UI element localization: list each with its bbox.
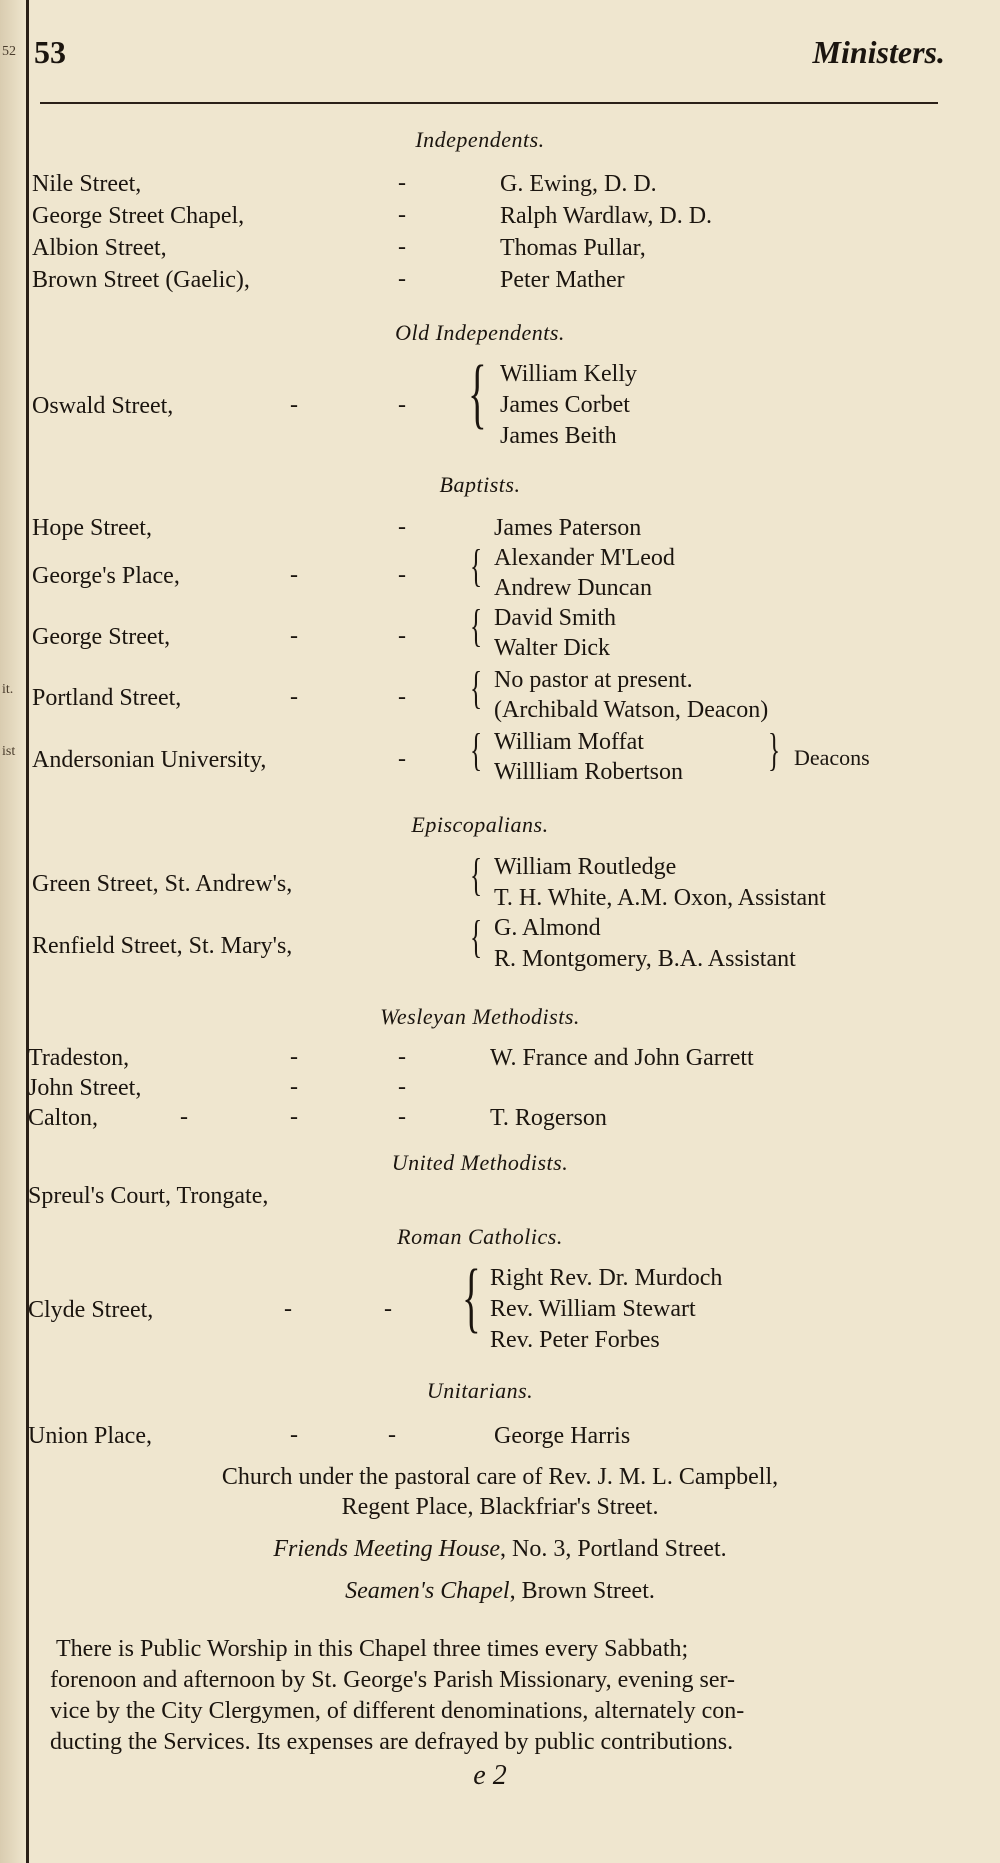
dash: -: [398, 684, 406, 710]
dash: -: [398, 746, 406, 772]
place-name: Union Place,: [28, 1423, 152, 1449]
minister-name: Alexander M'Leod: [494, 545, 675, 571]
place-name: Nile Street,: [32, 171, 142, 197]
dash: -: [398, 1104, 406, 1130]
dash: -: [388, 1422, 396, 1448]
dash: -: [398, 1074, 406, 1100]
brace: {: [470, 724, 483, 775]
minister-name: Right Rev. Dr. Murdoch: [490, 1265, 723, 1291]
minister-name: David Smith: [494, 605, 617, 631]
campbell-line: Church under the pastoral care of Rev. J. M. L. Campbell,: [221, 1464, 779, 1490]
brace: {: [470, 600, 483, 651]
dash: -: [398, 234, 406, 260]
seamens-chapel: [20, 1578, 980, 1605]
section-heading-baptists: Baptists.: [439, 472, 521, 497]
minister-name: Andrew Duncan: [494, 575, 652, 601]
dash: -: [384, 1296, 392, 1322]
minister-name: George Harris: [494, 1423, 631, 1449]
worship-paragraph: [50, 1634, 925, 1758]
minister-name: Rev. William Stewart: [490, 1296, 696, 1322]
minister-name: James Paterson: [494, 515, 642, 541]
minister-name: Ralph Wardlaw, D. D.: [500, 203, 713, 229]
brace: {: [470, 849, 483, 900]
brace: {: [470, 540, 483, 591]
dash: -: [398, 514, 406, 540]
minister-name: Peter Mather: [500, 267, 625, 293]
dash: -: [398, 392, 406, 418]
friends-meeting-house: [20, 1536, 980, 1563]
minister-name: T. Rogerson: [490, 1105, 607, 1131]
place-name: Andersonian University,: [32, 747, 267, 773]
dash: -: [290, 1422, 298, 1448]
minister-name: William Routledge: [494, 854, 677, 880]
minister-name: T. H. White, A.M. Oxon, Assistant: [494, 885, 826, 911]
place-name: George's Place,: [32, 563, 180, 589]
minister-name: Willliam Robertson: [494, 759, 684, 785]
paragraph-line: ducting the Services. Its expenses are defrayed by public contributions.: [50, 1729, 734, 1755]
paragraph-line: forenoon and afternoon by St. George's Parish Missionary, evening ser-: [50, 1667, 736, 1693]
place-name: Calton,: [28, 1105, 98, 1131]
dash: -: [398, 562, 406, 588]
brace: {: [462, 1253, 481, 1340]
place-name: Oswald Street,: [32, 393, 174, 419]
section-heading-episcopalians: Episcopalians.: [411, 812, 549, 837]
section-heading-unitarians: Unitarians.: [426, 1378, 534, 1403]
minister-name: R. Montgomery, B.A. Assistant: [494, 946, 796, 972]
dash: -: [398, 1044, 406, 1070]
section-heading-roman-catholics: Roman Catholics.: [397, 1224, 563, 1249]
section-heading-wesleyan: Wesleyan Methodists.: [380, 1004, 580, 1029]
page-number: 53: [34, 34, 66, 70]
deacons-note: Deacons: [794, 745, 870, 770]
place-name: Spreul's Court, Trongate,: [28, 1183, 269, 1209]
minister-name: Walter Dick: [494, 635, 611, 661]
section-heading-independents: Independents.: [415, 127, 545, 152]
dash: -: [290, 1044, 298, 1070]
place-name: George Street,: [32, 624, 171, 650]
minister-name: James Corbet: [500, 392, 630, 418]
dash: -: [398, 266, 406, 292]
dash: -: [398, 202, 406, 228]
minister-name: W. France and John Garrett: [490, 1045, 754, 1071]
place-name: Clyde Street,: [28, 1297, 154, 1323]
dash: -: [290, 1104, 298, 1130]
minister-name: Rev. Peter Forbes: [490, 1327, 660, 1353]
minister-name: (Archibald Watson, Deacon): [494, 697, 769, 723]
dash: -: [290, 623, 298, 649]
place-name: Tradeston,: [28, 1045, 130, 1071]
brace: {: [470, 662, 483, 713]
brace: {: [470, 911, 483, 962]
page-title: Ministers.: [812, 34, 945, 70]
brace: }: [768, 724, 781, 775]
signature-mark: e 2: [473, 1760, 507, 1791]
minister-name: Thomas Pullar,: [500, 235, 646, 261]
header-rule: [40, 102, 938, 104]
paragraph-line: There is Public Worship in this Chapel three times every Sabbath;: [56, 1636, 689, 1662]
place-name: Hope Street,: [32, 515, 152, 541]
minister-name: No pastor at present.: [494, 667, 693, 693]
dash: -: [290, 392, 298, 418]
dash: -: [290, 684, 298, 710]
place-name: John Street,: [28, 1075, 142, 1101]
section-heading-old-independents: Old Independents.: [395, 320, 565, 345]
place-name: George Street Chapel,: [32, 203, 245, 229]
seamen-address: , Brown Street.: [509, 1578, 655, 1604]
seamen-name: Seamen's Chapel: [345, 1578, 510, 1604]
friends-address: , No. 3, Portland Street.: [499, 1536, 727, 1562]
dash: -: [398, 170, 406, 196]
place-name: Albion Street,: [32, 235, 167, 261]
gutter-mark: 52: [2, 44, 16, 59]
dash: -: [284, 1296, 292, 1322]
brace: {: [468, 349, 487, 436]
minister-name: G. Ewing, D. D.: [500, 171, 657, 197]
gutter-mark: ist: [2, 744, 16, 759]
place-name: Green Street, St. Andrew's,: [32, 871, 293, 897]
campbell-line: Regent Place, Blackfriar's Street.: [341, 1494, 659, 1520]
section-heading-united-methodists: United Methodists.: [391, 1150, 569, 1175]
minister-name: G. Almond: [494, 915, 601, 941]
gutter-mark: it.: [2, 682, 14, 697]
minister-name: James Beith: [500, 423, 617, 449]
dash: -: [398, 623, 406, 649]
place-name: Renfield Street, St. Mary's,: [32, 933, 293, 959]
minister-name: William Kelly: [500, 361, 638, 387]
place-name: Brown Street (Gaelic),: [32, 267, 250, 293]
place-name: Portland Street,: [32, 685, 182, 711]
minister-name: William Moffat: [494, 729, 644, 755]
dash: -: [180, 1104, 188, 1130]
friends-name: Friends Meeting House: [273, 1536, 500, 1562]
dash: -: [290, 562, 298, 588]
dash: -: [290, 1074, 298, 1100]
paragraph-line: vice by the City Clergymen, of different denominations, alternately con-: [50, 1698, 745, 1724]
